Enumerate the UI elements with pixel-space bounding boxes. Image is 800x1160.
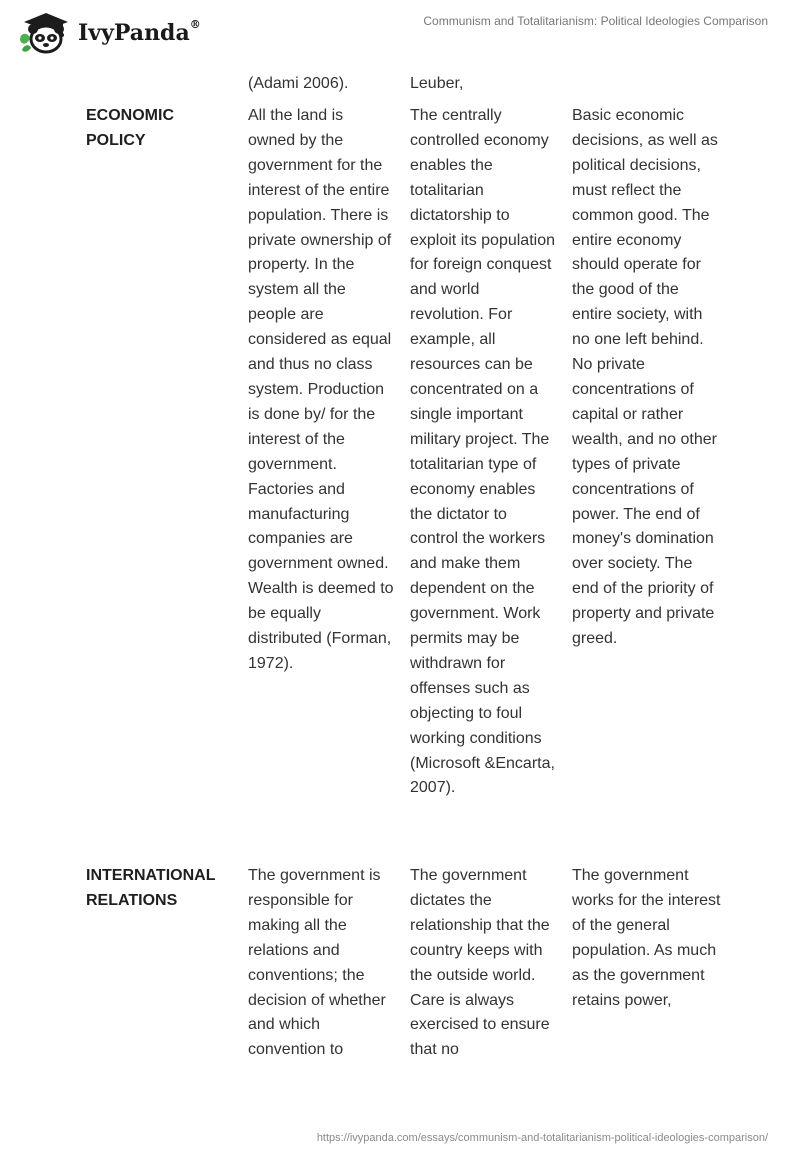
document-title: Communism and Totalitarianism: Political Ideologies Comparison xyxy=(423,14,768,28)
row-label: INTERNATIONAL RELATIONS xyxy=(86,867,216,909)
table-row-economic-policy xyxy=(0,104,800,864)
third-column-cell: Basic economic decisions, as well as political decisions, must reflect the common good. The entire economy should operate for the good of the entire society, with no one left behind. No private concentrations of capital or rather wealth, and no other types of private concentrations of power. The end of money's domination over society. The end of the priority of property and private greed. xyxy=(572,107,718,648)
ivypanda-logo[interactable] xyxy=(16,10,256,56)
totalitarianism-cell: The centrally controlled economy enables the totalitarian dictatorship to exploit its population for foreign conquest and world revolution. For example, all resources can be concentrated on a single important military project. The totalitarian type of economy enables the dictator to control the workers and make them dependent on the government. Work permits may be withdrawn for offenses such as objecting to foul working conditions (Microsoft &Encarta, 2007). xyxy=(410,107,555,797)
source-url[interactable]: https://ivypanda.com/essays/communism-and-totalitarianism-political-ideologies-comparison/ xyxy=(316,1132,768,1144)
communism-cell: The government is responsible for making all the relations and conventions; the decision of whether and which convention to xyxy=(248,867,386,1059)
table-row-international-relations xyxy=(0,864,800,1084)
row-label: ECONOMIC POLICY xyxy=(86,107,174,149)
page-header xyxy=(0,0,800,70)
communism-cell: All the land is owned by the government for the interest of the entire population. There is private ownership of property. In the system all the people are considered as equal and thus no class system. Production is done by/ for the interest of the government. Factories and manufacturing companies are government owned. Wealth is deemed to be equally distributed (Forman, 1972). xyxy=(248,107,394,672)
brand-name: IvyPanda® xyxy=(78,18,201,46)
totalitarianism-cell: The government dictates the relationship that the country keeps with the outside world. Care is always exercised to ensure that no xyxy=(410,867,550,1059)
panda-graduate-icon xyxy=(16,10,76,56)
comparison-table xyxy=(0,62,800,1084)
third-column-cell: The government works for the interest of the general population. As much as the government retains power, xyxy=(572,867,721,1009)
totalitarianism-cell: Leuber, xyxy=(410,75,464,92)
communism-cell: (Adami 2006). xyxy=(248,75,349,92)
